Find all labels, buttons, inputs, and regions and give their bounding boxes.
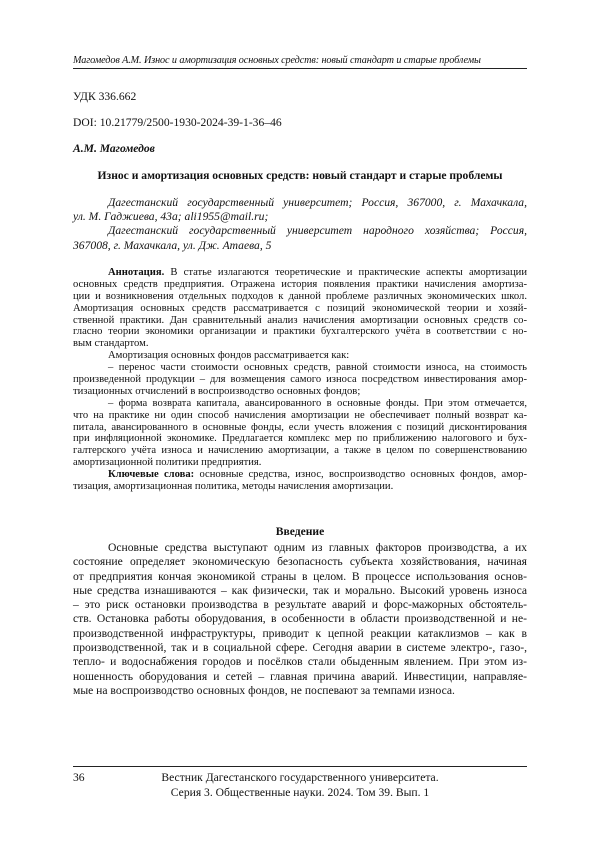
keywords-text: основные средства, износ, воспроизводство основных фондов, амор- [194, 469, 527, 481]
body-line: мые на воспроизводство основных фондов, не поспевают за темпами износа. [73, 683, 455, 697]
abstract-first-line [73, 267, 527, 279]
affiliations [73, 196, 527, 253]
introduction-body [73, 541, 527, 698]
body-line: ные средства изнашиваются – как физически, так и морально. Высокий уровень износа [73, 583, 527, 597]
journal-name: Вестник Дагестанского государственного университета. [161, 771, 439, 784]
affiliation-line: ул. М. Гаджиева, 43а; ali1955@mail.ru; [73, 210, 269, 224]
abstract-line: при инфляционной экономике. Предлагается комплекс мер по приближению налогового и бух- [73, 433, 527, 445]
abstract-text: В статье излагаются теоретические и практические аспекты амортизации [164, 267, 527, 278]
abstract-line: амортизационной политики предприятия. [73, 457, 262, 469]
affiliation-line: Дагестанский государственный университет; Россия, 367000, г. Махачкала, [108, 196, 527, 209]
body-line: тепло- и водоснабжения городов и посёлков стали обыденным явлением. При этом из- [73, 655, 527, 669]
body-line: производственной инфраструктуры, приводит к цепной реакции катаклизмов – как в [73, 626, 527, 640]
body-line: Основные средства выступают одним из главных факторов производства, а их [108, 541, 527, 554]
body-line: от предприятия кончая экономикой страны в целом. В процессе использования основ- [73, 569, 527, 583]
abstract-line: – форма возврата капитала, авансированного в основные фонды. При этом отмечается, [108, 397, 527, 409]
footer-divider [73, 766, 527, 767]
body-line: – это риск остановки производства в результате аварий и форс-мажорных обстоятель- [73, 598, 527, 612]
keywords-line: тизация, амортизационная политика, методы начисления амортизации. [73, 481, 394, 493]
author-name: А.М. Магомедов [73, 142, 155, 155]
abstract-line: ственной практики. Дан сравнительный анализ начисления амортизации основных средств со- [73, 314, 527, 326]
abstract-line: – перенос части стоимости основных средств, равной стоимости износа, на стоимость [108, 362, 527, 374]
footer-journal-info [100, 771, 500, 800]
body-line: ношенность оборудования и сетей – главная причина аварий. Инвестиции, направляе- [73, 669, 527, 683]
abstract-line: основных средств предприятия. Отражена история появления практики начисления амортиза- [73, 278, 527, 290]
abstract-line: Амортизация основных средств рассматривается с позиций экономической теории и хозяй- [73, 302, 527, 314]
header-divider [73, 68, 527, 69]
udc-code: УДК 336.662 [73, 90, 137, 103]
abstract-line: гласно теории экономики организации и практики бухгалтерского учёта в соответствии с но- [73, 326, 527, 338]
keywords-label: Ключевые слова: [108, 469, 195, 481]
abstract-line: вым стандартом. [73, 338, 149, 350]
doi: DOI: 10.21779/2500-1930-2024-39-1-36–46 [73, 116, 282, 129]
journal-issue: Серия 3. Общественные науки. 2024. Том 39. Вып. 1 [170, 785, 430, 799]
abstract-line: произведенной продукции – для возмещения самого износа посредством инвестирования амор- [73, 374, 527, 386]
abstract-line: что на практике ни один способ начисления амортизации не обеспечивает полный возврат ка- [73, 409, 527, 421]
abstract-line: ции и возникновения отдельных подходов к данной проблеме различных экономических школ. [73, 290, 527, 302]
abstract [73, 267, 527, 493]
keywords-first-line [73, 469, 527, 481]
affiliation-line: 367008, г. Махачкала, ул. Дж. Атаева, 5 [73, 238, 272, 252]
page-number: 36 [73, 771, 85, 784]
abstract-label: Аннотация. [108, 267, 165, 278]
body-line: состояние определяет экономическую безопасность субъекта хозяйствования, начиная [73, 555, 527, 569]
abstract-line: Амортизация основных фондов рассматривается как: [108, 350, 350, 362]
abstract-line: галтерского учёта износа и начислению амортизации, а также в целом по совершенствованию [73, 445, 527, 457]
article-title: Износ и амортизация основных средств: новый стандарт и старые проблемы [97, 169, 503, 182]
body-line: производственной, так и в социальной сфере. Сегодня аварии в системе электро-, газо-, [73, 641, 527, 655]
abstract-line: питала, авансированного в основные фонды, если учесть вложения с позиций дисконтирования [73, 421, 527, 433]
abstract-line: тизационных отчислений в воспроизводство основных фондов; [73, 385, 361, 397]
running-header: Магомедов А.М. Износ и амортизация основных средств: новый стандарт и старые проблемы [73, 55, 481, 66]
body-line: ств. Остановка работы оборудования, в особенности в области производственной и не- [73, 612, 527, 626]
affiliation-line: Дагестанский государственный университет народного хозяйства; Россия, [108, 224, 527, 238]
section-heading-introduction: Введение [275, 525, 325, 538]
